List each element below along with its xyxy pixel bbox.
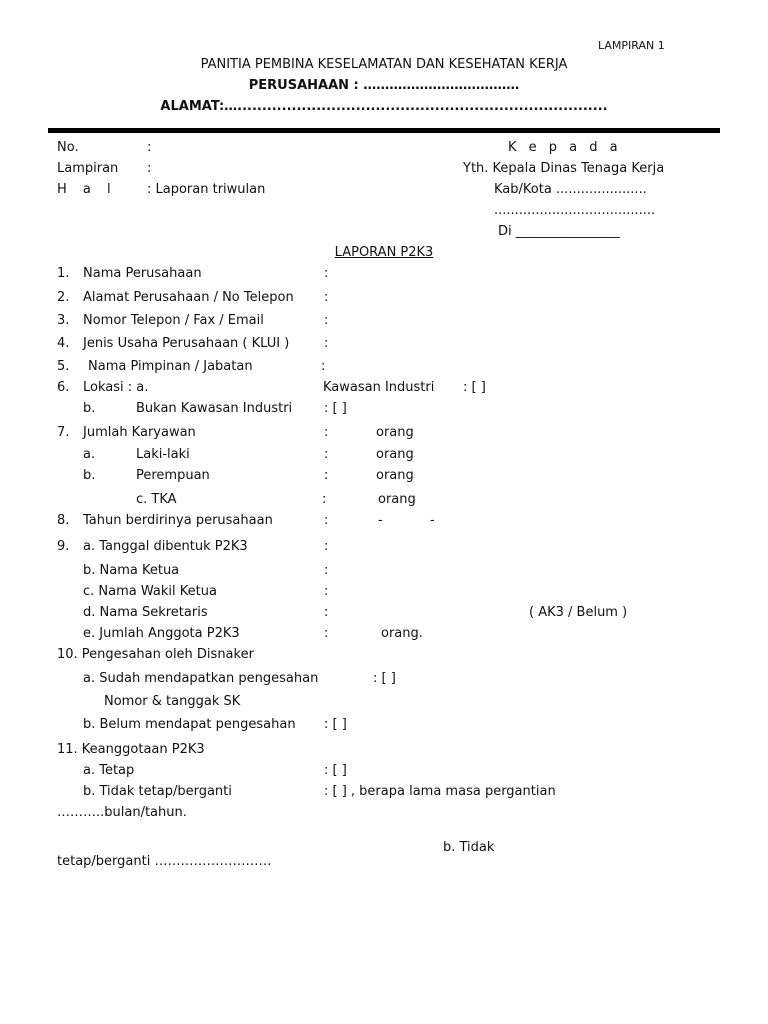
item-10-nomor-sk: Nomor & tanggak SK [104, 694, 241, 709]
item-7-b-orang: orang [376, 468, 414, 483]
item-7-a-colon: : [324, 447, 329, 462]
item-8-colon: : [324, 513, 329, 528]
item-9-number: 9. [57, 539, 70, 554]
item-11-b-checkbox: : [ ] , berapa lama masa pergantian [324, 784, 556, 799]
item-6-b-checkbox: : [ ] [324, 401, 347, 416]
item-1-colon: : [324, 266, 329, 281]
lampiran-colon: : [147, 161, 152, 176]
company-line: PERUSAHAAN : ……………………………… [248, 78, 520, 93]
item-7-a-label: Laki-laki [136, 447, 190, 462]
item-11-tetap-berganti: tetap/berganti ……………………… [57, 854, 272, 869]
item-9-e-colon: : [324, 626, 329, 641]
committee-title: PANITIA PEMBINA KESELAMATAN DAN KESEHATAN KERJA [200, 57, 568, 72]
header-divider [48, 128, 720, 133]
item-7-a-orang: orang [376, 447, 414, 462]
item-7-c-orang: orang [378, 492, 416, 507]
item-9-b-colon: : [324, 563, 329, 578]
item-7-b-colon: : [324, 468, 329, 483]
recipient-line: Yth. Kepala Dinas Tenaga Kerja [463, 161, 665, 176]
item-4-label: Jenis Usaha Perusahaan ( KLUI ) [83, 336, 290, 351]
lampiran-field-label: Lampiran [57, 161, 119, 176]
item-11-a-checkbox: : [ ] [324, 763, 347, 778]
item-11-label: 11. Keanggotaan P2K3 [57, 742, 205, 757]
item-9-a-colon: : [324, 539, 329, 554]
item-11-a-label: a. Tetap [83, 763, 135, 778]
item-10-b-label: b. Belum mendapat pengesahan [83, 717, 296, 732]
item-11-b-label: b. Tidak tetap/berganti [83, 784, 232, 799]
item-7-a-letter: a. [83, 447, 96, 462]
item-6-b-label: Bukan Kawasan Industri [136, 401, 293, 416]
item-5-label: Nama Pimpinan / Jabatan [88, 359, 253, 374]
item-9-d-label: d. Nama Sekretaris [83, 605, 208, 620]
item-9-a-label: a. Tanggal dibentuk P2K3 [83, 539, 248, 554]
item-10-a-label: a. Sudah mendapatkan pengesahan [83, 671, 319, 686]
item-6-kawasan-label: Kawasan Industri [323, 380, 435, 395]
item-2-number: 2. [57, 290, 70, 305]
item-7-c-label: c. TKA [136, 492, 177, 507]
item-3-number: 3. [57, 313, 70, 328]
item-2-colon: : [324, 290, 329, 305]
item-5-colon: : [321, 359, 326, 374]
recipient-dots: ....................................... [494, 203, 656, 218]
hal-value: : Laporan triwulan [147, 182, 266, 197]
kabkota-line: Kab/Kota ...................... [494, 182, 647, 197]
item-6-kawasan-checkbox: : [ ] [463, 380, 486, 395]
item-7-c-colon: : [322, 492, 327, 507]
item-7-orang: orang [376, 425, 414, 440]
report-title: LAPORAN P2K3 [334, 245, 434, 260]
kepada-label: K e p a d a [508, 140, 622, 155]
item-4-number: 4. [57, 336, 70, 351]
item-7-b-letter: b. [83, 468, 96, 483]
item-10-a-checkbox: : [ ] [373, 671, 396, 686]
item-6-number: 6. [57, 380, 70, 395]
no-colon: : [147, 140, 152, 155]
address-line: ALAMAT:…........................................................................... [160, 99, 608, 114]
item-6-label: Lokasi : a. [83, 380, 149, 395]
item-9-d-colon: : [324, 605, 329, 620]
no-label: No. [57, 140, 79, 155]
item-4-colon: : [324, 336, 329, 351]
item-1-label: Nama Perusahaan [83, 266, 202, 281]
hal-label: H a l [57, 182, 117, 197]
item-7-colon: : [324, 425, 329, 440]
item-3-colon: : [324, 313, 329, 328]
item-8-label: Tahun berdirinya perusahaan [83, 513, 273, 528]
item-9-e-label: e. Jumlah Anggota P2K3 [83, 626, 240, 641]
item-8-dash-1: - [378, 513, 383, 528]
item-7-number: 7. [57, 425, 70, 440]
item-6-b-letter: b. [83, 401, 96, 416]
di-line: Di ________________ [498, 224, 620, 239]
item-11-b-tidak: b. Tidak [443, 840, 495, 855]
item-9-c-label: c. Nama Wakil Ketua [83, 584, 217, 599]
item-8-number: 8. [57, 513, 70, 528]
item-3-label: Nomor Telepon / Fax / Email [83, 313, 264, 328]
item-9-b-label: b. Nama Ketua [83, 563, 180, 578]
item-11-bulan-tahun: ………..bulan/tahun. [57, 805, 187, 820]
item-7-label: Jumlah Karyawan [83, 425, 196, 440]
item-10-b-checkbox: : [ ] [324, 717, 347, 732]
item-8-dash-2: - [430, 513, 435, 528]
item-5-number: 5. [57, 359, 70, 374]
item-9-c-colon: : [324, 584, 329, 599]
item-7-b-label: Perempuan [136, 468, 210, 483]
item-9-d-note: ( AK3 / Belum ) [529, 605, 628, 620]
item-9-e-orang: orang. [381, 626, 423, 641]
item-1-number: 1. [57, 266, 70, 281]
item-2-label: Alamat Perusahaan / No Telepon [83, 290, 294, 305]
lampiran-label: LAMPIRAN 1 [598, 39, 665, 52]
item-10-label: 10. Pengesahan oleh Disnaker [57, 647, 254, 662]
